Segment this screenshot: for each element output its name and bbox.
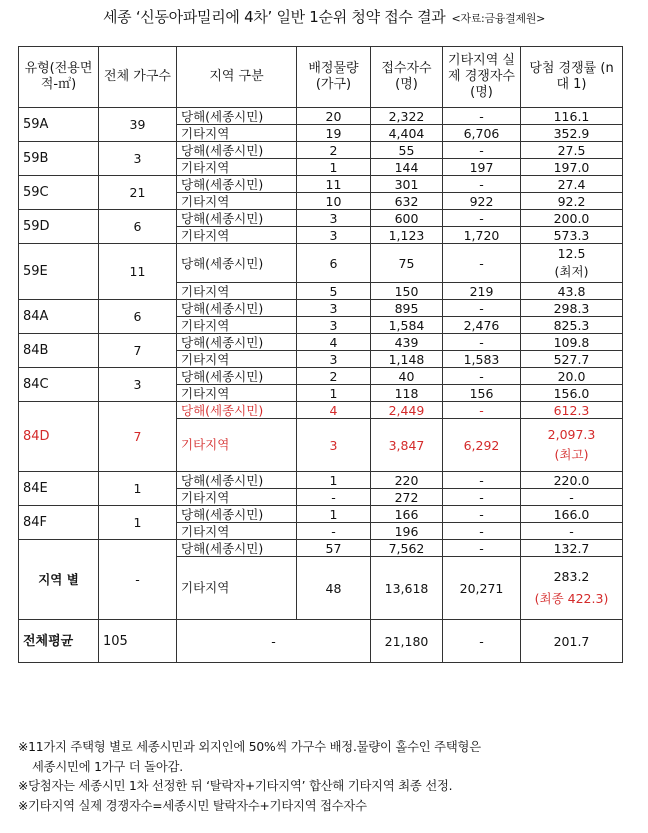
applicants-cell: 1,123 [371, 227, 443, 244]
applicants-cell: 1,584 [371, 317, 443, 334]
applicants-cell: 7,562 [371, 540, 443, 557]
alloc-cell: - [297, 489, 371, 506]
page-title [0, 6, 648, 27]
title-text: 세종 ‘신동아파밀리에 4차’ 일반 1순위 청약 접수 결과 [102, 8, 446, 26]
actual-cell: - [443, 489, 521, 506]
type-cell: 84E [19, 472, 99, 506]
overall-actual: - [443, 620, 521, 663]
alloc-cell: 10 [297, 193, 371, 210]
region-cell: 기타지역 [177, 351, 297, 368]
header-row [19, 47, 623, 108]
table-row [19, 334, 623, 351]
rate-cell: - [521, 489, 623, 506]
alloc-cell: 3 [297, 317, 371, 334]
applicants-cell: 220 [371, 472, 443, 489]
table-row-highlight [19, 402, 623, 419]
type-cell: 59A [19, 108, 99, 142]
actual-cell: 922 [443, 193, 521, 210]
table-row [19, 176, 623, 193]
applicants-cell: 600 [371, 210, 443, 227]
actual-cell: 2,476 [443, 317, 521, 334]
alloc-cell: 3 [297, 227, 371, 244]
table-row-overall [19, 620, 623, 663]
alloc-cell: 4 [297, 334, 371, 351]
region-cell: 당해(세종시민) [177, 402, 297, 419]
overall-rate: 201.7 [521, 620, 623, 663]
applicants-cell: 150 [371, 283, 443, 300]
region-cell: 당해(세종시민) [177, 334, 297, 351]
region-cell: 기타지역 [177, 159, 297, 176]
alloc-cell: 1 [297, 506, 371, 523]
rate-cell: 612.3 [521, 402, 623, 419]
alloc-cell: - [297, 523, 371, 540]
applicants-cell: 3,847 [371, 419, 443, 472]
rate-cell: 92.2 [521, 193, 623, 210]
alloc-cell: 5 [297, 283, 371, 300]
type-cell: 59B [19, 142, 99, 176]
total-cell: - [99, 540, 177, 620]
rate-cell: 156.0 [521, 385, 623, 402]
applicants-cell: 196 [371, 523, 443, 540]
results-table [18, 46, 623, 663]
total-cell: 21 [99, 176, 177, 210]
actual-cell: 156 [443, 385, 521, 402]
type-cell: 지역 별 [19, 540, 99, 620]
rate-note: (최고) [554, 447, 589, 462]
rate-cell [521, 557, 623, 620]
region-cell: 당해(세종시민) [177, 368, 297, 385]
actual-cell: 197 [443, 159, 521, 176]
alloc-cell: 19 [297, 125, 371, 142]
actual-cell: 1,720 [443, 227, 521, 244]
rate-cell: 109.8 [521, 334, 623, 351]
region-cell: 기타지역 [177, 193, 297, 210]
applicants-cell: 1,148 [371, 351, 443, 368]
actual-cell: - [443, 402, 521, 419]
rate-value: 2,097.3 [547, 427, 596, 442]
actual-cell: - [443, 244, 521, 283]
alloc-cell: 4 [297, 402, 371, 419]
type-cell: 59D [19, 210, 99, 244]
header-applicants: 접수자수(명) [371, 47, 443, 108]
overall-label: 전체평균 [19, 620, 99, 663]
type-cell: 84D [19, 402, 99, 472]
total-cell: 1 [99, 506, 177, 540]
alloc-cell: 11 [297, 176, 371, 193]
alloc-cell: 20 [297, 108, 371, 125]
rate-cell: 527.7 [521, 351, 623, 368]
actual-cell: 6,292 [443, 419, 521, 472]
rate-value: 12.5 [557, 246, 586, 261]
actual-cell: - [443, 142, 521, 159]
rate-cell: 166.0 [521, 506, 623, 523]
table-row [19, 368, 623, 385]
rate-value: 283.2 [553, 569, 590, 584]
footnote: 세종시민에 1가구 더 돌아감. [32, 759, 183, 774]
applicants-cell: 144 [371, 159, 443, 176]
total-cell: 39 [99, 108, 177, 142]
region-cell: 당해(세종시민) [177, 142, 297, 159]
alloc-cell: 3 [297, 351, 371, 368]
type-cell: 84C [19, 368, 99, 402]
applicants-cell: 75 [371, 244, 443, 283]
applicants-cell: 166 [371, 506, 443, 523]
actual-cell: - [443, 176, 521, 193]
applicants-cell: 2,322 [371, 108, 443, 125]
overall-total: 105 [99, 620, 177, 663]
alloc-cell: 2 [297, 368, 371, 385]
rate-cell: 27.4 [521, 176, 623, 193]
region-cell: 당해(세종시민) [177, 300, 297, 317]
region-cell: 기타지역 [177, 419, 297, 472]
total-cell: 6 [99, 210, 177, 244]
total-cell: 7 [99, 402, 177, 472]
alloc-cell: 57 [297, 540, 371, 557]
alloc-cell: 3 [297, 300, 371, 317]
actual-cell: - [443, 300, 521, 317]
rate-cell: 352.9 [521, 125, 623, 142]
actual-cell: - [443, 523, 521, 540]
actual-cell: 219 [443, 283, 521, 300]
region-cell: 당해(세종시민) [177, 108, 297, 125]
footnotes [18, 738, 638, 816]
type-cell: 84A [19, 300, 99, 334]
actual-cell: - [443, 108, 521, 125]
actual-cell: 1,583 [443, 351, 521, 368]
applicants-cell: 13,618 [371, 557, 443, 620]
region-cell: 기타지역 [177, 317, 297, 334]
header-rate: 당첨 경쟁률 (n대 1) [521, 47, 623, 108]
source-label: <자료:금융결제원> [451, 12, 546, 25]
alloc-cell: 1 [297, 472, 371, 489]
rate-cell [521, 419, 623, 472]
applicants-cell: 301 [371, 176, 443, 193]
alloc-cell: 6 [297, 244, 371, 283]
table-row [19, 472, 623, 489]
type-cell: 84F [19, 506, 99, 540]
actual-cell: - [443, 472, 521, 489]
table-row-summary [19, 540, 623, 557]
region-cell: 기타지역 [177, 557, 297, 620]
region-cell: 기타지역 [177, 523, 297, 540]
applicants-cell: 4,404 [371, 125, 443, 142]
alloc-cell: 48 [297, 557, 371, 620]
alloc-cell: 3 [297, 419, 371, 472]
applicants-cell: 272 [371, 489, 443, 506]
region-cell: 기타지역 [177, 125, 297, 142]
rate-cell: 573.3 [521, 227, 623, 244]
rate-cell: 200.0 [521, 210, 623, 227]
header-actual: 기타지역 실제 경쟁자수(명) [443, 47, 521, 108]
rate-note: (최저) [554, 264, 589, 279]
applicants-cell: 2,449 [371, 402, 443, 419]
alloc-cell: 3 [297, 210, 371, 227]
rate-cell: 116.1 [521, 108, 623, 125]
rate-cell: 27.5 [521, 142, 623, 159]
region-cell: 기타지역 [177, 283, 297, 300]
rate-note: (최종 422.3) [534, 591, 609, 606]
rate-cell: 197.0 [521, 159, 623, 176]
region-cell: 당해(세종시민) [177, 210, 297, 227]
region-cell: 당해(세종시민) [177, 540, 297, 557]
table-row [19, 108, 623, 125]
total-cell: 11 [99, 244, 177, 300]
total-cell: 1 [99, 472, 177, 506]
region-cell: 당해(세종시민) [177, 176, 297, 193]
actual-cell: - [443, 506, 521, 523]
rate-cell: 298.3 [521, 300, 623, 317]
header-alloc: 배정물량(가구) [297, 47, 371, 108]
region-cell: 당해(세종시민) [177, 506, 297, 523]
applicants-cell: 118 [371, 385, 443, 402]
total-cell: 3 [99, 368, 177, 402]
total-cell: 3 [99, 142, 177, 176]
region-cell: 기타지역 [177, 385, 297, 402]
applicants-cell: 632 [371, 193, 443, 210]
alloc-cell: 2 [297, 142, 371, 159]
rate-cell: - [521, 523, 623, 540]
total-cell: 6 [99, 300, 177, 334]
overall-applicants: 21,180 [371, 620, 443, 663]
table-row [19, 142, 623, 159]
rate-cell [521, 244, 623, 283]
footnote: ※당첨자는 세종시민 1차 선정한 뒤 ‘탈락자+기타지역’ 합산해 기타지역 최종 선정. [18, 779, 453, 793]
region-cell: 기타지역 [177, 489, 297, 506]
actual-cell: - [443, 334, 521, 351]
alloc-cell: 1 [297, 385, 371, 402]
rate-cell: 20.0 [521, 368, 623, 385]
table-row [19, 244, 623, 283]
rate-cell: 132.7 [521, 540, 623, 557]
type-cell: 59E [19, 244, 99, 300]
footnote: ※11가지 주택형 별로 세종시민과 외지인에 50%씩 가구수 배정.물량이 홀수인 주택형은 [18, 740, 481, 754]
applicants-cell: 439 [371, 334, 443, 351]
applicants-cell: 40 [371, 368, 443, 385]
actual-cell: - [443, 540, 521, 557]
applicants-cell: 895 [371, 300, 443, 317]
alloc-cell: 1 [297, 159, 371, 176]
rate-cell: 220.0 [521, 472, 623, 489]
header-type: 유형(전용면적-㎡) [19, 47, 99, 108]
region-cell: 당해(세종시민) [177, 244, 297, 283]
rate-cell: 825.3 [521, 317, 623, 334]
rate-cell: 43.8 [521, 283, 623, 300]
region-cell: 당해(세종시민) [177, 472, 297, 489]
actual-cell: - [443, 210, 521, 227]
applicants-cell: 55 [371, 142, 443, 159]
table-row [19, 506, 623, 523]
header-region: 지역 구분 [177, 47, 297, 108]
total-cell: 7 [99, 334, 177, 368]
actual-cell: 6,706 [443, 125, 521, 142]
actual-cell: 20,271 [443, 557, 521, 620]
type-cell: 84B [19, 334, 99, 368]
type-cell: 59C [19, 176, 99, 210]
region-cell: 기타지역 [177, 227, 297, 244]
actual-cell: - [443, 368, 521, 385]
footnote: ※기타지역 실제 경쟁자수=세종시민 탈락자수+기타지역 접수자수 [18, 798, 367, 813]
overall-region: - [177, 620, 371, 663]
table-row [19, 300, 623, 317]
table-row [19, 210, 623, 227]
header-total: 전체 가구수 [99, 47, 177, 108]
